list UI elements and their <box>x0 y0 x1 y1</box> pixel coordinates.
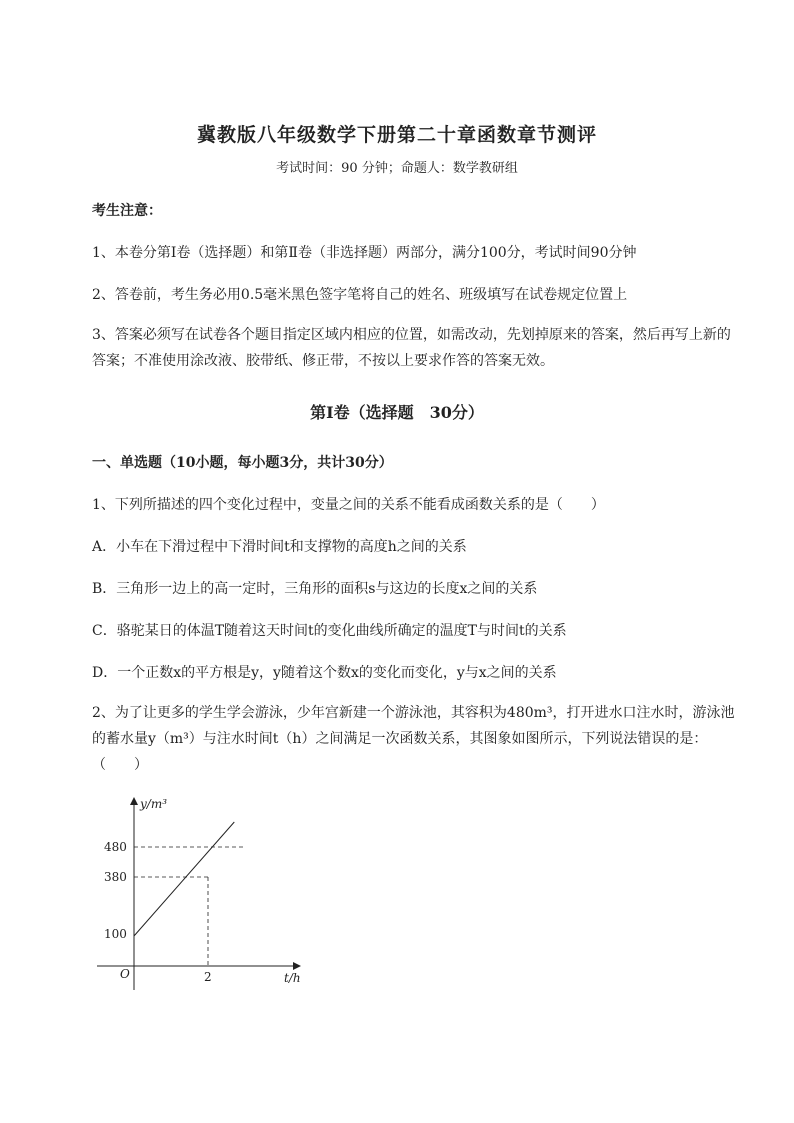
notice-item-1: 1、本卷分第Ⅰ卷（选择题）和第Ⅱ卷（非选择题）两部分，满分100分，考试时间90分钟 <box>92 245 637 261</box>
y-tick-480: 480 <box>104 840 127 854</box>
origin-label: O <box>120 967 130 981</box>
part-heading: 一、单选题（10小题，每小题3分，共计30分） <box>92 455 393 471</box>
x-axis-label: t/h <box>284 971 301 985</box>
page-title: 冀教版八年级数学下册第二十章函数章节测评 <box>196 124 597 146</box>
function-graph <box>92 790 322 1000</box>
function-line <box>134 822 234 936</box>
question-1-stem: 1、下列所描述的四个变化过程中，变量之间的关系不能看成函数关系的是（ ） <box>92 497 605 513</box>
question-1-option-c: C．骆驼某日的体温T随着这天时间t的变化曲线所确定的温度T与时间t的关系 <box>92 623 567 639</box>
question-1-option-b: B．三角形一边上的高一定时，三角形的面积s与这边的长度x之间的关系 <box>92 581 538 597</box>
exam-info: 考试时间：90 分钟；命题人：数学教研组 <box>276 161 518 176</box>
question-2-stem: 2、为了让更多的学生学会游泳，少年宫新建一个游泳池，其容积为480m³，打开进水口注水时，游泳池的蓄水量y（m³）与注水时间t（h）之间满足一次函数关系，其图象如图所示，下列说法错误的是：（ ） <box>92 705 735 773</box>
y-tick-100: 100 <box>104 927 127 941</box>
y-tick-380: 380 <box>104 870 127 884</box>
notice-item-2: 2、答卷前，考生务必用0.5毫米黑色签字笔将自己的姓名、班级填写在试卷规定位置上 <box>92 287 628 303</box>
notice-item-3: 3、答案必须写在试卷各个题目指定区域内相应的位置，如需改动，先划掉原来的答案，然后再写上新的答案；不准使用涂改液、胶带纸、修正带，不按以上要求作答的答案无效。 <box>92 327 731 369</box>
question-1-option-a: A．小车在下滑过程中下滑时间t和支撑物的高度h之间的关系 <box>92 539 467 555</box>
question-1-option-d: D．一个正数x的平方根是y，y随着这个数x的变化而变化，y与x之间的关系 <box>92 665 557 681</box>
y-axis-label: y/m³ <box>140 797 168 811</box>
notice-heading: 考生注意： <box>92 203 162 219</box>
section-title: 第Ⅰ卷（选择题 30分） <box>310 403 484 422</box>
x-tick-2: 2 <box>204 970 212 984</box>
